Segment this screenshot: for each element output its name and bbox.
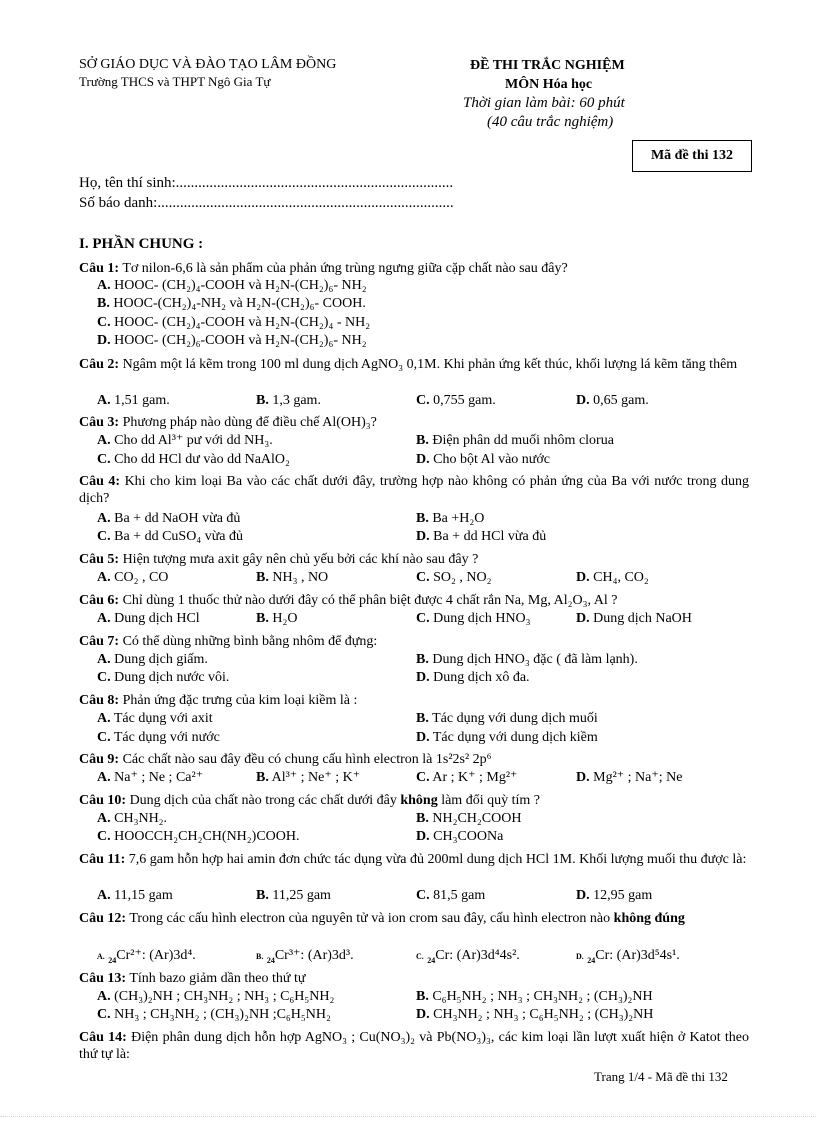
q7-option-c: C. Dung dịch nước vôi. xyxy=(97,670,230,685)
q8-option-a: A. Tác dụng với axit xyxy=(97,711,213,726)
question-5: Câu 5: Hiện tượng mưa axit gây nên chủ yếu bởi các khí nào sau đây ? xyxy=(79,552,479,567)
student-id-label: Số báo danh: xyxy=(79,195,158,211)
q10-option-b: B. NH₂CH₂COOH xyxy=(416,811,522,826)
question-9: Câu 9: Các chất nào sau đây đều có chung cấu hình electron là 1s²2s² 2p⁶ xyxy=(79,752,492,767)
q10-option-c: C. HOOCCH₂CH₂CH(NH₂)COOH. xyxy=(97,829,300,844)
q8-option-c: C. Tác dụng với nước xyxy=(97,730,220,745)
q5-option-d: D. CH₄, CO₂ xyxy=(576,570,649,585)
section-heading: I. PHẦN CHUNG : xyxy=(79,236,204,252)
q5-option-c: C. SO₂ , NO₂ xyxy=(416,570,492,585)
question-count: (40 câu trắc nghiệm) xyxy=(487,114,614,130)
q13-option-a: A. (CH₃)₂NH ; CH₃NH₂ ; NH₃ ; C₆H₅NH₂ xyxy=(97,989,335,1004)
q2-option-a: A. 1,51 gam. xyxy=(97,393,170,408)
q10-option-a: A. CH₃NH₂. xyxy=(97,811,168,826)
q2-option-d: D. 0,65 gam. xyxy=(576,393,649,408)
student-name-dots: .......................................................................... xyxy=(175,175,454,191)
q2-option-c: C. 0,755 gam. xyxy=(416,393,496,408)
q2-option-b: B. 1,3 gam. xyxy=(256,393,321,408)
q11-option-c: C. 81,5 gam xyxy=(416,888,486,903)
question-10: Câu 10: Dung dịch của chất nào trong các chất dưới đây không làm đổi quỳ tím ? xyxy=(79,793,540,808)
q11-option-a: A. 11,15 gam xyxy=(97,888,173,903)
subject-title: MÔN Hóa học xyxy=(505,77,593,92)
q3-option-d: D. Cho bột Al vào nước xyxy=(416,452,550,467)
q11-option-b: B. 11,25 gam xyxy=(256,888,331,903)
q7-option-b: B. Dung dịch HNO₃ đặc ( đã làm lạnh). xyxy=(416,652,638,667)
q12-option-c: C. $_{24}$Cr: (Ar)3d⁴4s². xyxy=(416,948,520,965)
q13-option-c: C. NH₃ ; CH₃NH₂ ; (CH₃)₂NH ;C₆H₅NH₂ xyxy=(97,1007,331,1022)
q5-option-b: B. NH₃ , NO xyxy=(256,570,329,585)
question-14: Câu 14: Điện phân dung dịch hỗn hợp AgNO₃ ; Cu(NO₃)₂ và Pb(NO₃)₃, các kim loại lần lượt xuất hiện ở Katot theo thứ tự là: xyxy=(79,1030,750,1062)
student-name-field xyxy=(79,175,453,192)
question-8: Câu 8: Phản ứng đặc trưng của kim loại kiềm là : xyxy=(79,693,358,708)
exam-title: ĐỀ THI TRẮC NGHIỆM xyxy=(470,58,625,73)
q9-option-c: C. Ar ; K⁺ ; Mg²⁺ xyxy=(416,770,518,785)
q12-option-b: B. $_{24}$Cr³⁺: (Ar)3d³. xyxy=(256,948,354,965)
page-footer: Trang 1/4 - Mã đề thi 132 xyxy=(594,1069,728,1084)
student-name-label: Họ, tên thí sinh: xyxy=(79,175,176,191)
question-3: Câu 3: Phương pháp nào dùng để điều chế Al(OH)₃? xyxy=(79,415,377,430)
q5-option-a: A. CO₂ , CO xyxy=(97,570,169,585)
q6-option-b: B. H₂O xyxy=(256,611,298,626)
q6-option-d: D. Dung dịch NaOH xyxy=(576,611,692,626)
q1-option-a: A. HOOC- (CH₂)₄-COOH và H₂N-(CH₂)₆- NH₂ xyxy=(97,278,367,293)
q6-option-c: C. Dung dịch HNO₃ xyxy=(416,611,531,626)
q3-option-b: B. Điện phân dd muối nhôm clorua xyxy=(416,433,614,448)
q11-option-d: D. 12,95 gam xyxy=(576,888,653,903)
q4-option-a: A. Ba + dd NaOH vừa đủ xyxy=(97,511,241,526)
question-2: Câu 2: Ngâm một lá kẽm trong 100 ml dung dịch AgNO₃ 0,1M. Khi phản ứng kết thúc, khối lượng lá kẽm tăng thêm xyxy=(79,357,738,372)
q10-option-d: D. CH₃COONa xyxy=(416,829,504,844)
q7-option-a: A. Dung dịch giấm. xyxy=(97,652,208,667)
question-4: Câu 4: Khi cho kim loại Ba vào các chất dưới đây, trường hợp nào không có phản ứng của Ba với nước trong dung dịch? xyxy=(79,474,750,506)
q4-option-b: B. Ba +H₂O xyxy=(416,511,485,526)
q3-option-c: C. Cho dd HCl dư vào dd NaAlO₂ xyxy=(97,452,290,467)
q6-option-a: A. Dung dịch HCl xyxy=(97,611,200,626)
q4-option-d: D. Ba + dd HCl vừa đủ xyxy=(416,529,547,544)
question-11: Câu 11: 7,6 gam hỗn hợp hai amin đơn chức tác dụng vừa đủ 200ml dung dịch HCl 1M. Khối lượng muối thu được là: xyxy=(79,852,747,867)
q8-option-d: D. Tác dụng với dung dịch kiềm xyxy=(416,730,598,745)
q9-option-d: D. Mg²⁺ ; Na⁺; Ne xyxy=(576,770,683,785)
school-name: Trường THCS và THPT Ngô Gia Tự xyxy=(79,74,271,89)
exam-code-box: Mã đề thi 132 xyxy=(632,140,752,172)
q3-option-a: A. Cho dd Al³⁺ pư với dd NH₃. xyxy=(97,433,273,448)
question-12: Câu 12: Trong các cấu hình electron của nguyên tử và ion crom sau đây, cấu hình electron nào không đúng xyxy=(79,911,685,926)
q4-option-c: C. Ba + dd CuSO₄ vừa đủ xyxy=(97,529,243,544)
q13-option-d: D. CH₃NH₂ ; NH₃ ; C₆H₅NH₂ ; (CH₃)₂NH xyxy=(416,1007,654,1022)
q7-option-d: D. Dung dịch xô đa. xyxy=(416,670,530,685)
q1-option-d: D. HOOC- (CH₂)₆-COOH và H₂N-(CH₂)₆- NH₂ xyxy=(97,333,367,348)
student-id-dots: ............................................................................... xyxy=(157,195,454,211)
q12-option-a: A. $_{24}$Cr²⁺: (Ar)3d⁴. xyxy=(97,948,196,965)
q9-option-b: B. Al³⁺ ; Ne⁺ ; K⁺ xyxy=(256,770,361,785)
question-6: Câu 6: Chỉ dùng 1 thuốc thử nào dưới đây có thể phân biệt được 4 chất rắn Na, Mg, Al₂O₃, Al ? xyxy=(79,593,618,608)
question-1: Câu 1: Tơ nilon-6,6 là sản phẩm của phản ứng trùng ngưng giữa cặp chất nào sau đây? xyxy=(79,261,568,276)
q8-option-b: B. Tác dụng với dung dịch muối xyxy=(416,711,598,726)
q13-option-b: B. C₆H₅NH₂ ; NH₃ ; CH₃NH₂ ; (CH₃)₂NH xyxy=(416,989,653,1004)
q9-option-a: A. Na⁺ ; Ne ; Ca²⁺ xyxy=(97,770,204,785)
department-name: SỞ GIÁO DỤC VÀ ĐÀO TẠO LÂM ĐỒNG xyxy=(79,57,337,72)
question-13: Câu 13: Tính bazo giảm dần theo thứ tự xyxy=(79,971,306,986)
exam-time: Thời gian làm bài: 60 phút xyxy=(463,95,625,111)
q12-option-d: D. $_{24}$Cr: (Ar)3d⁵4s¹. xyxy=(576,948,680,965)
question-7: Câu 7: Có thể dùng những bình bằng nhôm để đựng: xyxy=(79,634,378,649)
q1-option-b: B. HOOC-(CH₂)₄-NH₂ và H₂N-(CH₂)₆- COOH. xyxy=(97,296,366,311)
student-id-field xyxy=(79,195,454,212)
page-bottom-border xyxy=(0,1116,816,1117)
q1-option-c: C. HOOC- (CH₂)₄-COOH và H₂N-(CH₂)₄ - NH₂ xyxy=(97,315,371,330)
